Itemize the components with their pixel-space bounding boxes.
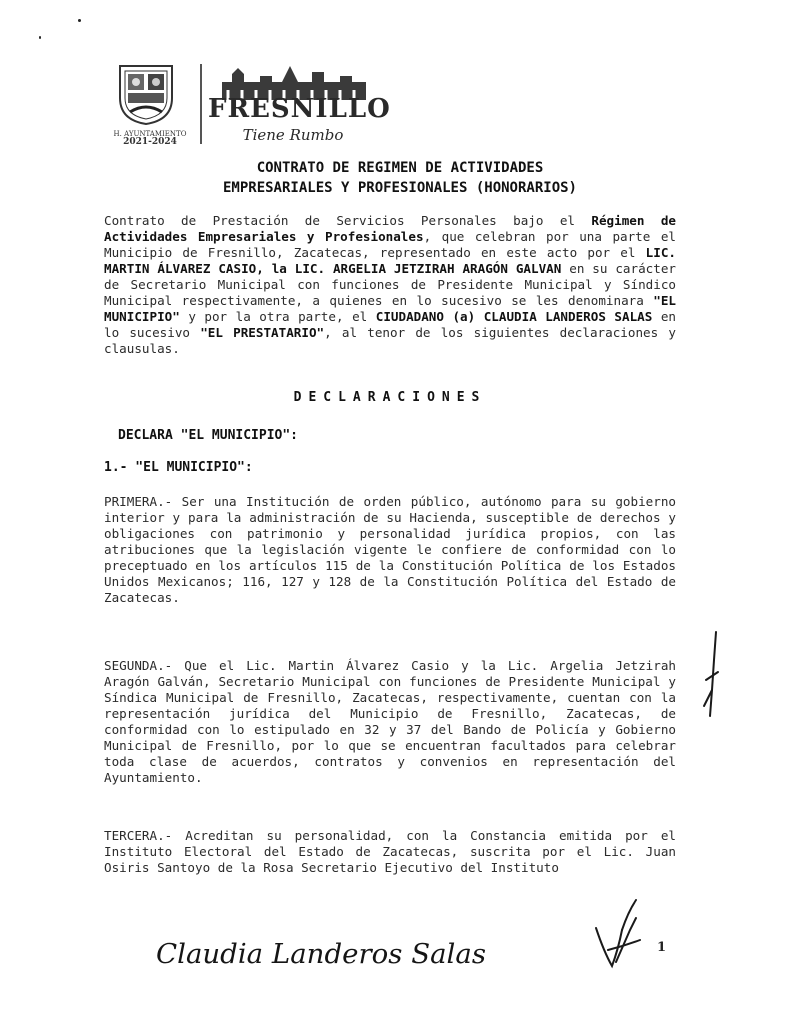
title-line-1: CONTRATO DE REGIMEN DE ACTIVIDADES bbox=[256, 160, 544, 176]
brand-tagline: Tiene Rumbo bbox=[242, 126, 344, 144]
declaraciones-heading: DECLARACIONES bbox=[293, 390, 487, 405]
intro-text: en su carácter de Secretario Municipal con funciones de Presidente Municipal y Síndico Municipal respectivamente, a quienes en lo sucesivo se les denominara bbox=[104, 261, 676, 308]
intro-text: en lo sucesivo bbox=[104, 309, 676, 340]
contract-title bbox=[120, 158, 680, 198]
intro-text: y por la otra parte, el bbox=[179, 309, 376, 324]
intro-bold: LIC. MARTIN ÁLVAREZ CASIO, la LIC. ARGELIA JETZIRAH ARAGÓN GALVAN bbox=[104, 245, 676, 276]
clause-segunda: SEGUNDA.- Que el Lic. Martin Álvarez Casio y la Lic. Argelia Jetzirah Aragón Galván, Secretario Municipal con funciones de Presidente Municipal y Síndica Municipal de Fresnillo, Zacatecas, respectivamente, cuentan con la representación jurídica del Municipio de Fresnillo, Zacatecas, de conformidad con lo estipulado en 32 y 37 del Bando de Policía y Gobierno Municipal de Fresnillo, por lo que se encuentran facultados para celebrar toda clase de acuerdos, contratos y convenios en representación del Ayuntamiento. bbox=[104, 658, 676, 785]
intro-paragraph bbox=[104, 213, 676, 357]
intro-text: , al tenor de los siguientes declaraciones y clausulas. bbox=[104, 325, 676, 356]
intro-text: , que celebran por una parte el Municipio de Fresnillo, Zacatecas, representado en este acto por el bbox=[104, 229, 676, 260]
ayuntamiento-years: 2021-2024 bbox=[123, 137, 177, 147]
clause-tercera: TERCERA.- Acreditan su personalidad, con la Constancia emitida por el Instituto Electoral del Estado de Zacatecas, suscrita por el Lic. Juan Osiris Santoyo de la Rosa Secretario Ejecutivo del Instituto bbox=[104, 828, 676, 875]
margin-signature-icon bbox=[704, 632, 718, 716]
handwritten-name: Claudia Landeros Salas bbox=[156, 939, 486, 970]
brand-name: FRESNILLO bbox=[208, 94, 391, 124]
scan-speck bbox=[39, 36, 41, 39]
letterhead bbox=[108, 58, 408, 158]
intro-bold: "EL PRESTATARIO" bbox=[200, 325, 325, 340]
scan-speck bbox=[78, 19, 81, 22]
declara-heading: DECLARA "EL MUNICIPIO": bbox=[118, 428, 299, 443]
intro-text: Contrato de Prestación de Servicios Personales bajo el bbox=[104, 213, 592, 228]
intro-bold: "EL MUNICIPIO" bbox=[104, 293, 676, 324]
section-1-heading: 1.- "EL MUNICIPIO": bbox=[104, 460, 253, 475]
page-number: 1 bbox=[657, 940, 667, 955]
clause-primera: PRIMERA.- Ser una Institución de orden público, autónomo para su gobierno interior y para la administración de su Hacienda, susceptible de derechos y obligaciones con patrimonio y personalidad jurídica propios, con las atribuciones que la legislación vigente le confiere de conformidad con lo preceptuado en los artículos 115 de la Constitución Política de los Estados Unidos Mexicanos; 116, 127 y 128 de la Constitución Política del Estado de Zacatecas. bbox=[104, 494, 676, 605]
ayuntamiento-label bbox=[108, 130, 192, 146]
title-line-2: EMPRESARIALES Y PROFESIONALES (HONORARIOS) bbox=[222, 180, 577, 196]
ayuntamiento-text: H. AYUNTAMIENTO bbox=[113, 130, 187, 138]
intro-bold: CIUDADANO (a) CLAUDIA LANDEROS SALAS bbox=[375, 309, 653, 324]
bottom-signature-icon bbox=[596, 900, 640, 966]
municipal-seal-icon bbox=[114, 62, 178, 126]
header-divider bbox=[200, 64, 202, 144]
intro-bold: Régimen de Actividades Empresariales y Profesionales bbox=[104, 213, 677, 244]
